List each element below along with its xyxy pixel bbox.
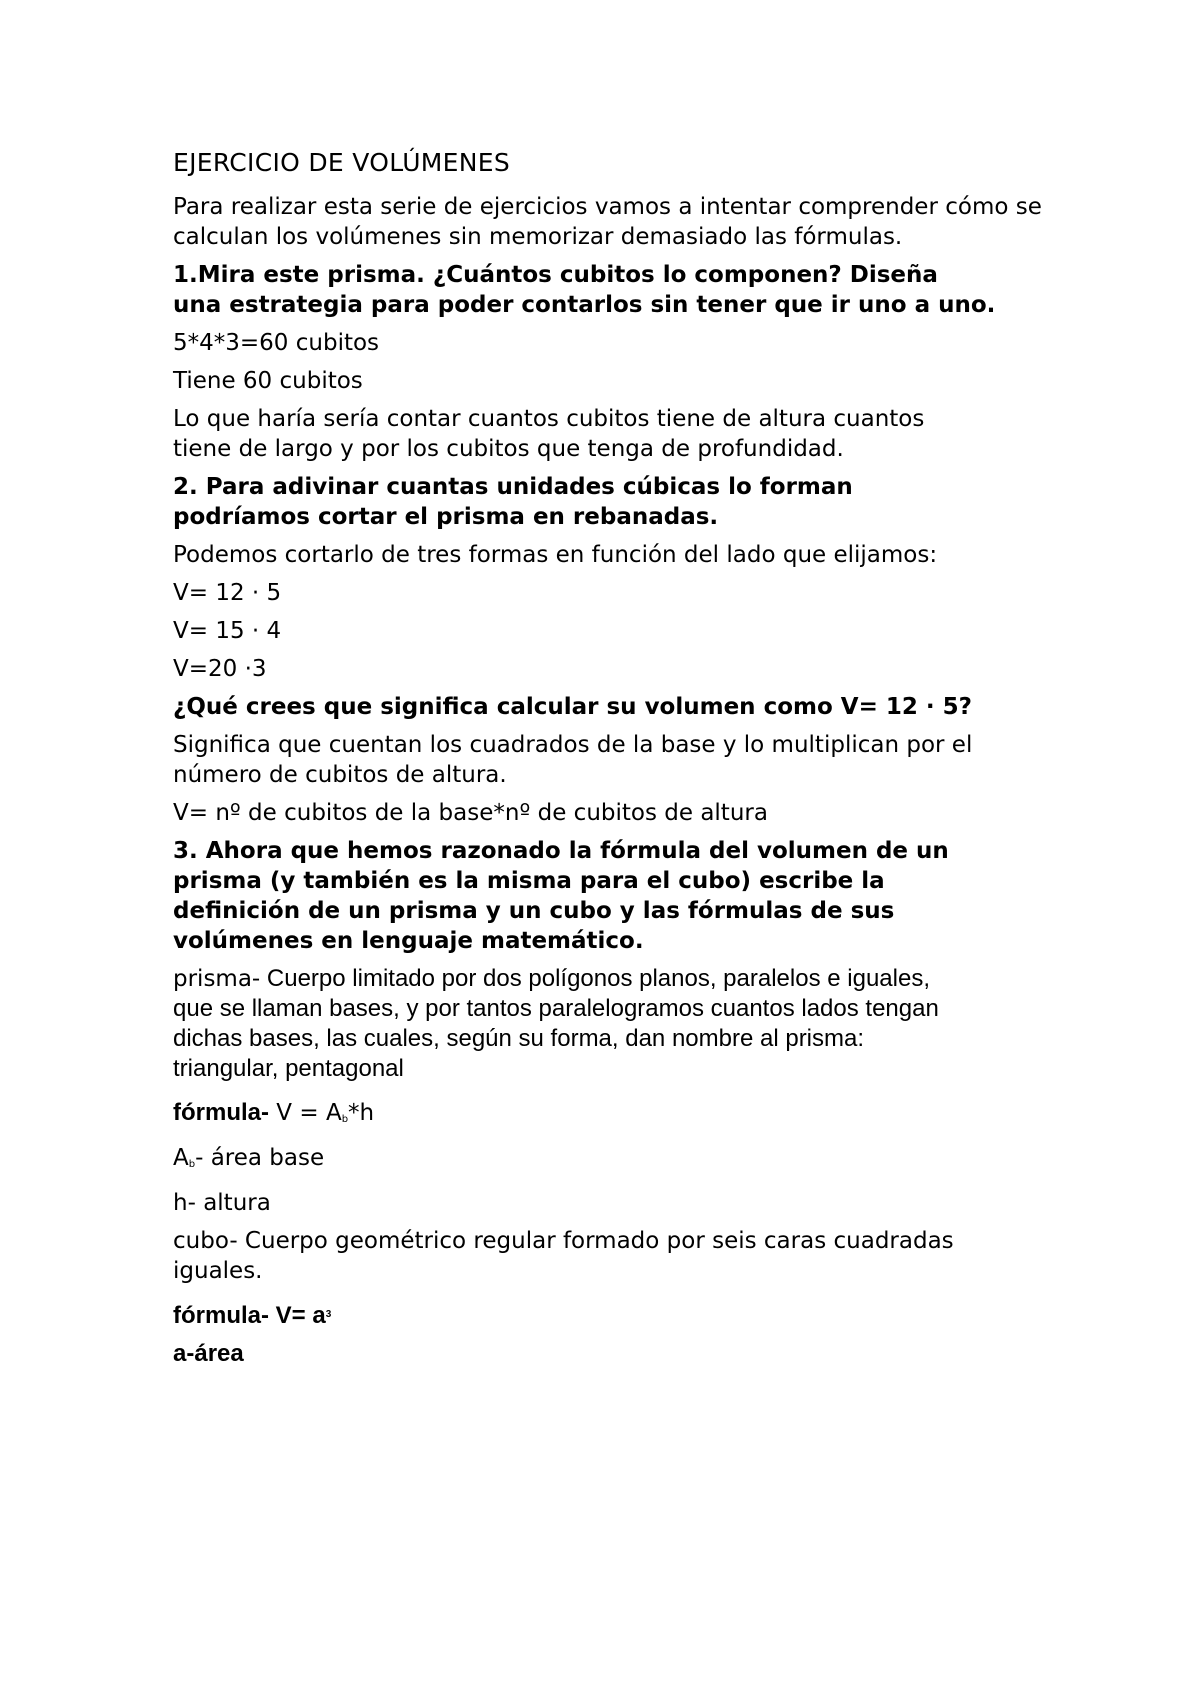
prism-definition-line-3: dichas bases, las cuales, según su forma, dan nombre al prisma: (173, 1025, 865, 1052)
answer-2-statement: Podemos cortarlo de tres formas en función del lado que elijamos: (173, 542, 938, 568)
prism-formula-a: V = A (269, 1100, 342, 1126)
answer-1-line-1: Lo que haría sería contar cuantos cubitos tiene de altura cuantos (173, 406, 925, 432)
answer-1-line-2: tiene de largo y por los cubitos que tenga de profundidad. (173, 436, 844, 462)
answer-2b-line-2: número de cubitos de altura. (173, 762, 507, 788)
prism-label: prisma- (173, 966, 261, 992)
question-2b: ¿Qué crees que significa calcular su volumen como V= 12 · 5? (173, 694, 972, 720)
answer-2b-line-1: Significa que cuentan los cuadrados de la base y lo multiplican por el (173, 732, 973, 758)
answer-2b-formula: V= nº de cubitos de la base*nº de cubitos de altura (173, 800, 768, 826)
answer-1-explanation (173, 404, 1053, 464)
question-2-line-2: podríamos cortar el prisma en rebanadas. (173, 504, 719, 530)
formula-1: V= 12 · 5 (173, 580, 282, 606)
question-3 (173, 836, 1053, 956)
question-1-line-1: 1.Mira este prisma. ¿Cuántos cubitos lo componen? Diseña (173, 262, 938, 288)
cube-definition (173, 1226, 1053, 1286)
cube-definition-line-2: iguales. (173, 1258, 263, 1284)
question-3-line-4: volúmenes en lenguaje matemático. (173, 928, 644, 954)
cube-formula (173, 1300, 1053, 1331)
prism-formula-subscript: b (341, 1114, 349, 1125)
question-1-line-2: una estrategia para poder contarlos sin tener que ir uno a uno. (173, 292, 996, 318)
prism-formula-label: fórmula- (173, 1099, 269, 1126)
document-page (173, 148, 1053, 1369)
cube-formula-text: fórmula- V= a (173, 1302, 326, 1329)
base-area-symbol: A (173, 1145, 189, 1171)
base-area-text: - área base (195, 1145, 325, 1171)
prism-definition-line-1 (173, 964, 1053, 994)
prism-formula (173, 1098, 1053, 1135)
prism-definition (173, 964, 1053, 1084)
question-2-line-1: 2. Para adivinar cuantas unidades cúbicas lo forman (173, 474, 853, 500)
base-area-subscript: b (188, 1159, 196, 1170)
answer-1-total: Tiene 60 cubitos (173, 368, 363, 394)
question-3-line-3: definición de un prisma y un cubo y las fórmulas de sus (173, 898, 895, 924)
formula-3: V=20 ·3 (173, 656, 267, 682)
question-1 (173, 260, 1053, 320)
height-definition: h- altura (173, 1190, 271, 1216)
formula-2: V= 15 · 4 (173, 618, 282, 644)
document-title: EJERCICIO DE VOLÚMENES (173, 148, 511, 177)
cube-formula-exponent: 3 (325, 1309, 332, 1320)
prism-definition-line-4: triangular, pentagonal (173, 1055, 404, 1082)
prism-definition-line-2: que se llaman bases, y por tantos paralelogramos cuantos lados tengan (173, 995, 939, 1022)
question-2 (173, 472, 1053, 532)
prism-formula-b: *h (348, 1100, 375, 1126)
answer-1-calculation: 5*4*3=60 cubitos (173, 330, 380, 356)
prism-definition-text-1: Cuerpo limitado por dos polígonos planos, paralelos e iguales, (260, 965, 930, 992)
cube-side-definition: a-área (173, 1340, 244, 1367)
intro-paragraph: Para realizar esta serie de ejercicios vamos a intentar comprender cómo se calculan los volúmenes sin memorizar demasiado las fórmulas. (173, 194, 1042, 250)
base-area-definition (173, 1143, 1053, 1180)
answer-2b (173, 730, 1053, 790)
question-3-line-2: prisma (y también es la misma para el cubo) escribe la (173, 868, 885, 894)
question-3-line-1: 3. Ahora que hemos razonado la fórmula del volumen de un (173, 838, 949, 864)
cube-definition-line-1: cubo- Cuerpo geométrico regular formado por seis caras cuadradas (173, 1228, 954, 1254)
